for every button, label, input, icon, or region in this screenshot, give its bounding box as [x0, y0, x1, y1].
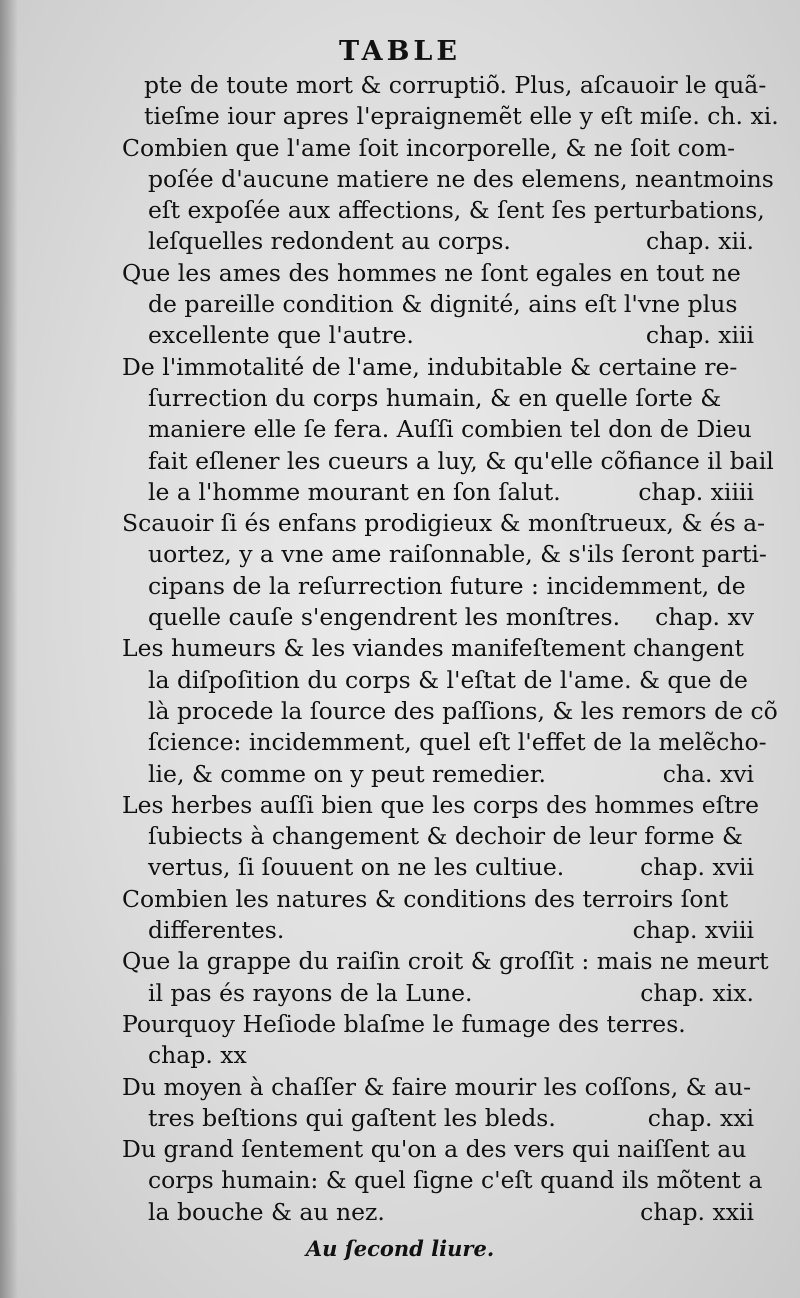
entry-line [122, 1103, 758, 1134]
chapter-reference: chap. xxii [640, 1197, 754, 1226]
entry-line: Que la grappe du raiſin croit & groſſit : mais ne meurt [122, 947, 769, 976]
entry-line [122, 320, 758, 351]
toc-entry [122, 508, 767, 633]
toc-entry [122, 258, 758, 352]
entry-line: Combien les natures & conditions des terroirs ſont [122, 884, 729, 913]
entry-line [122, 852, 758, 883]
entry-text: lie, & comme on y peut remedier. [148, 759, 546, 788]
entry-line: Pourquoy Heſiode blaſme le fumage des terres. [122, 1009, 686, 1038]
entry-line: Les humeurs & les viandes manifeſtement changent [122, 634, 744, 663]
entry-text: excellente que l'autre. [148, 321, 414, 350]
entry-line [122, 477, 758, 508]
toc-entry [122, 70, 779, 133]
entry-text: vertus, ſi ſouuent on ne les cultiue. [148, 853, 565, 882]
entry-line: ſubiects à changement & dechoir de leur forme & [148, 822, 743, 851]
entry-line [122, 1197, 758, 1228]
entry-line: tieſme iour apres l'epraignemẽt elle y eſt miſe. ch. xi. [144, 102, 779, 131]
chapter-reference: chap. xix. [640, 978, 754, 1007]
entry-line: De l'immotalité de l'ame, indubitable & certaine re- [122, 352, 738, 381]
entry-text: quelle cauſe s'engendrent les monſtres. [148, 603, 621, 632]
entry-line: Les herbes auſſi bien que les corps des hommes eſtre [122, 790, 759, 819]
toc-entry [122, 790, 758, 884]
table-of-contents [122, 70, 779, 1228]
chapter-reference: chap. xiii [645, 321, 754, 350]
entry-line: la diſpoſition du corps & l'eſtat de l'ame. & que de [148, 665, 748, 694]
chapter-reference: chap. xviii [632, 916, 754, 945]
entry-line: Du grand ſentement qu'on a des vers qui naiſſent au [122, 1135, 747, 1164]
entry-line [122, 978, 758, 1009]
entry-line: ſurrection du corps humain, & en quelle ſorte & [148, 383, 722, 412]
entry-line: maniere elle ſe fera. Auſſi combien tel don de Dieu [148, 415, 752, 444]
toc-entry [122, 1072, 758, 1135]
entry-line: chap. xx [148, 1041, 247, 1070]
entry-line: poſée d'aucune matiere ne des elemens, neantmoins [148, 164, 774, 193]
chapter-reference: chap. xv [655, 603, 754, 632]
entry-line: Que les ames des hommes ne ſont egales en tout ne [122, 258, 741, 287]
toc-entry [122, 352, 774, 508]
entry-line: eſt expoſée aux affections, & ſent ſes perturbations, [148, 196, 765, 225]
entry-text: la bouche & au nez. [148, 1197, 385, 1226]
chapter-reference: chap. xiiii [638, 477, 754, 506]
entry-line: Du moyen à chaſſer & faire mourir les coſſons, & au- [122, 1072, 752, 1101]
entry-line: Combien que l'ame ſoit incorporelle, & ne ſoit com- [122, 133, 736, 162]
toc-entry [122, 1009, 758, 1072]
entry-line [122, 759, 758, 790]
entry-line: de pareille condition & dignité, ains eſt l'vne plus [148, 290, 738, 319]
entry-text: differentes. [148, 916, 285, 945]
toc-entry [122, 133, 774, 258]
page-title: TABLE [339, 36, 461, 67]
entry-line: corps humain: & quel ſigne c'eſt quand ils mõtent a [148, 1166, 763, 1195]
chapter-reference: cha. xvi [662, 759, 754, 788]
toc-entry [122, 946, 769, 1009]
entry-text: tres beſtions qui gaſtent les bleds. [148, 1103, 556, 1132]
entry-line: pte de toute mort & corruptiõ. Plus, aſcauoir le quã- [144, 71, 767, 99]
chapter-reference: chap. xxi [647, 1103, 754, 1132]
entry-line: là procede la ſource des paſſions, & les remors de cõ [148, 696, 778, 725]
entry-line: cipans de la reſurrection future : incidemment, de [148, 571, 746, 600]
chapter-reference: chap. xvii [640, 853, 754, 882]
entry-line [122, 602, 758, 633]
entry-line: ſcience: incidemment, quel eſt l'effet de la melẽcho- [148, 728, 767, 757]
entry-line: Scauoir ſi és enfans prodigieux & monſtrueux, & és a- [122, 509, 766, 538]
entry-text: le a l'homme mourant en ſon ſalut. [148, 477, 561, 506]
entry-line: uortez, y a vne ame raiſonnable, & s'ils ſeront parti- [148, 540, 767, 569]
entry-line: fait eſlener les cueurs a luy, & qu'elle cõfiance il bail [148, 446, 774, 475]
entry-line [122, 915, 758, 946]
entry-line [122, 226, 758, 257]
entry-text: il pas és rayons de la Lune. [148, 978, 473, 1007]
toc-entry [122, 1134, 763, 1228]
chapter-reference: chap. xii. [645, 227, 754, 256]
toc-entry [122, 884, 758, 947]
entry-text: leſquelles redondent au corps. [148, 227, 511, 256]
toc-entry [122, 633, 778, 789]
catchword: Au ſecond liure. [305, 1236, 495, 1261]
